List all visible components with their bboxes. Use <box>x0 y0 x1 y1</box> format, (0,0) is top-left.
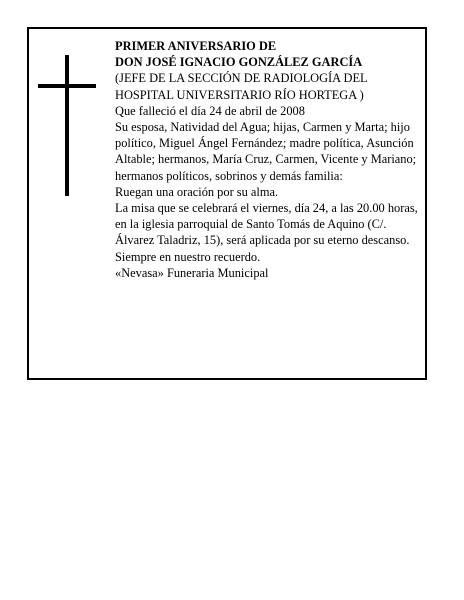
cross-vertical-bar <box>65 55 69 196</box>
cross-horizontal-bar <box>38 84 96 88</box>
family-list: Su esposa, Natividad del Agua; hijas, Carmen y Marta; hijo político, Miguel Ángel Fernández; madre política, Asunción Altable; hermanos, María Cruz, Carmen, Vicente y Mariano; hermanos políticos, sobrinos y demás familia: <box>115 120 417 183</box>
prayer-request: Ruegan una oración por su alma. <box>115 184 279 199</box>
deceased-position: (JEFE DE LA SECCIÓN DE RADIOLOGÍA DEL HOSPITAL UNIVERSITARIO RÍO HORTEGA ) <box>115 71 368 102</box>
heading-anniversary: PRIMER ANIVERSARIO DE <box>115 39 277 53</box>
obituary-text <box>115 38 421 281</box>
remembrance-line: Siempre en nuestro recuerdo. <box>115 249 261 264</box>
heading-name: DON JOSÉ IGNACIO GONZÁLEZ GARCÍA <box>115 55 363 70</box>
mass-details: La misa que se celebrará el viernes, día 24, a las 20.00 horas, en la iglesia parroquial de Santo Tomás de Aquino (C/. Álvarez Taladriz, 15), será aplicada por su eterno descanso. <box>115 201 418 248</box>
death-date: Que falleció el día 24 de abril de 2008 <box>115 103 305 118</box>
funeral-home: «Nevasa» Funeraria Municipal <box>115 265 269 280</box>
